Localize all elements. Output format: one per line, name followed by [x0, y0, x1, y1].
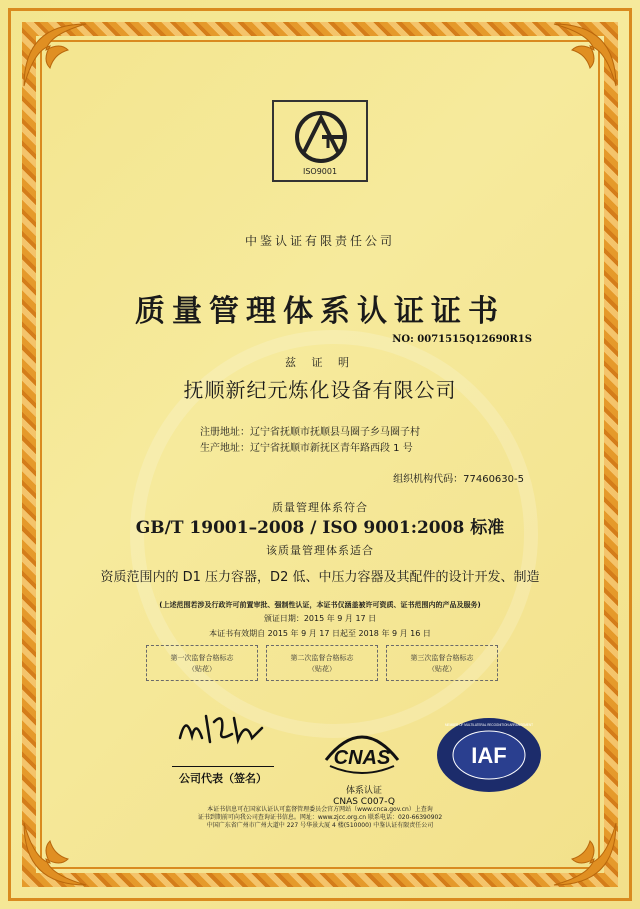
production-address: 生产地址：辽宁省抚顺市新抚区青年路西段 1 号: [200, 443, 413, 454]
iaf-logo: [434, 715, 544, 795]
cac-emblem-icon: [288, 108, 354, 166]
footer-line: 本证书信息可在国家认证认可监督管理委员会官方网站（www.cnca.gov.cn）上查询: [207, 806, 433, 813]
applies-text: 该质量管理体系适合: [266, 544, 374, 557]
sticker-label: 第三次监督合格标志: [410, 654, 474, 662]
handwritten-signature: [176, 708, 266, 748]
accreditation-mark: [304, 786, 424, 808]
accreditation-label: 体系认证: [345, 786, 382, 796]
representative-signature-line: 公司代表（签名）: [172, 766, 274, 786]
corner-ornament: [550, 20, 620, 90]
organization-code: 组织机构代码：77460630-5: [393, 474, 524, 485]
certificate-number: NO: 0071515Q12690R1S: [392, 334, 532, 345]
surveillance-sticker-1: [146, 645, 258, 681]
sticker-label: 第一次监督合格标志: [170, 654, 234, 662]
iso9001-logo: [272, 100, 368, 182]
validity-period: 本证书有效期自 2015 年 9 月 17 日起至 2018 年 9 月 16 日: [209, 629, 431, 638]
sticker-sub: （贴花）: [308, 665, 336, 673]
standard-name: GB/T 19001–2008 / ISO 9001:2008 标准: [135, 518, 505, 538]
surveillance-sticker-3: [386, 645, 498, 681]
sticker-sub: （贴花）: [188, 665, 216, 673]
conforms-text: 质量管理体系符合: [272, 501, 368, 514]
footer-line: 证书到期前可向我公司查询证书信息。网址：www.zjcc.org.cn 联系电话：020-66390902: [197, 814, 443, 821]
accreditation-code: CNAS C007-Q: [333, 797, 395, 807]
sticker-label: 第二次监督合格标志: [290, 654, 354, 662]
iaf-logo-text: IAF: [471, 743, 507, 768]
corner-ornament: [20, 20, 90, 90]
issue-date: 颁证日期：2015 年 9 月 17 日: [263, 614, 377, 623]
logo-label: ISO9001: [302, 167, 338, 176]
certificate-title: 质量管理体系认证证书: [135, 294, 505, 329]
sticker-sub: （贴花）: [428, 665, 456, 673]
corner-ornament: [20, 819, 90, 889]
cnas-logo: [320, 720, 404, 784]
certification-scope: 资质范围内的 D1 压力容器，D2 低、中压力容器及其配件的设计开发、制造: [100, 570, 540, 585]
footer-notice: [150, 806, 490, 830]
scope-note: (上述范围若涉及行政许可前置审批、强制性认证，本证书仅涵盖被许可资质、证书范围内的产品及服务): [159, 601, 481, 609]
corner-ornament: [550, 819, 620, 889]
issuer-name: 中鉴认证有限责任公司: [244, 234, 395, 248]
cnas-logo-text: CNAS: [333, 747, 391, 769]
iaf-ring-text: MEMBER OF MULTILATERAL RECOGNITION ARRANGEMENT: [445, 722, 534, 727]
registered-address: 注册地址：辽宁省抚顺市抚顺县马圈子乡马圈子村: [200, 427, 420, 438]
footer-line: 中国广东省广州市广州大道中 227 号华景大厦 4 楼(510000) 中鉴认证有限责任公司: [206, 822, 434, 829]
hereby-certify: 兹 证 明: [285, 356, 355, 369]
surveillance-sticker-2: [266, 645, 378, 681]
company-name: 抚顺新纪元炼化设备有限公司: [183, 378, 457, 402]
